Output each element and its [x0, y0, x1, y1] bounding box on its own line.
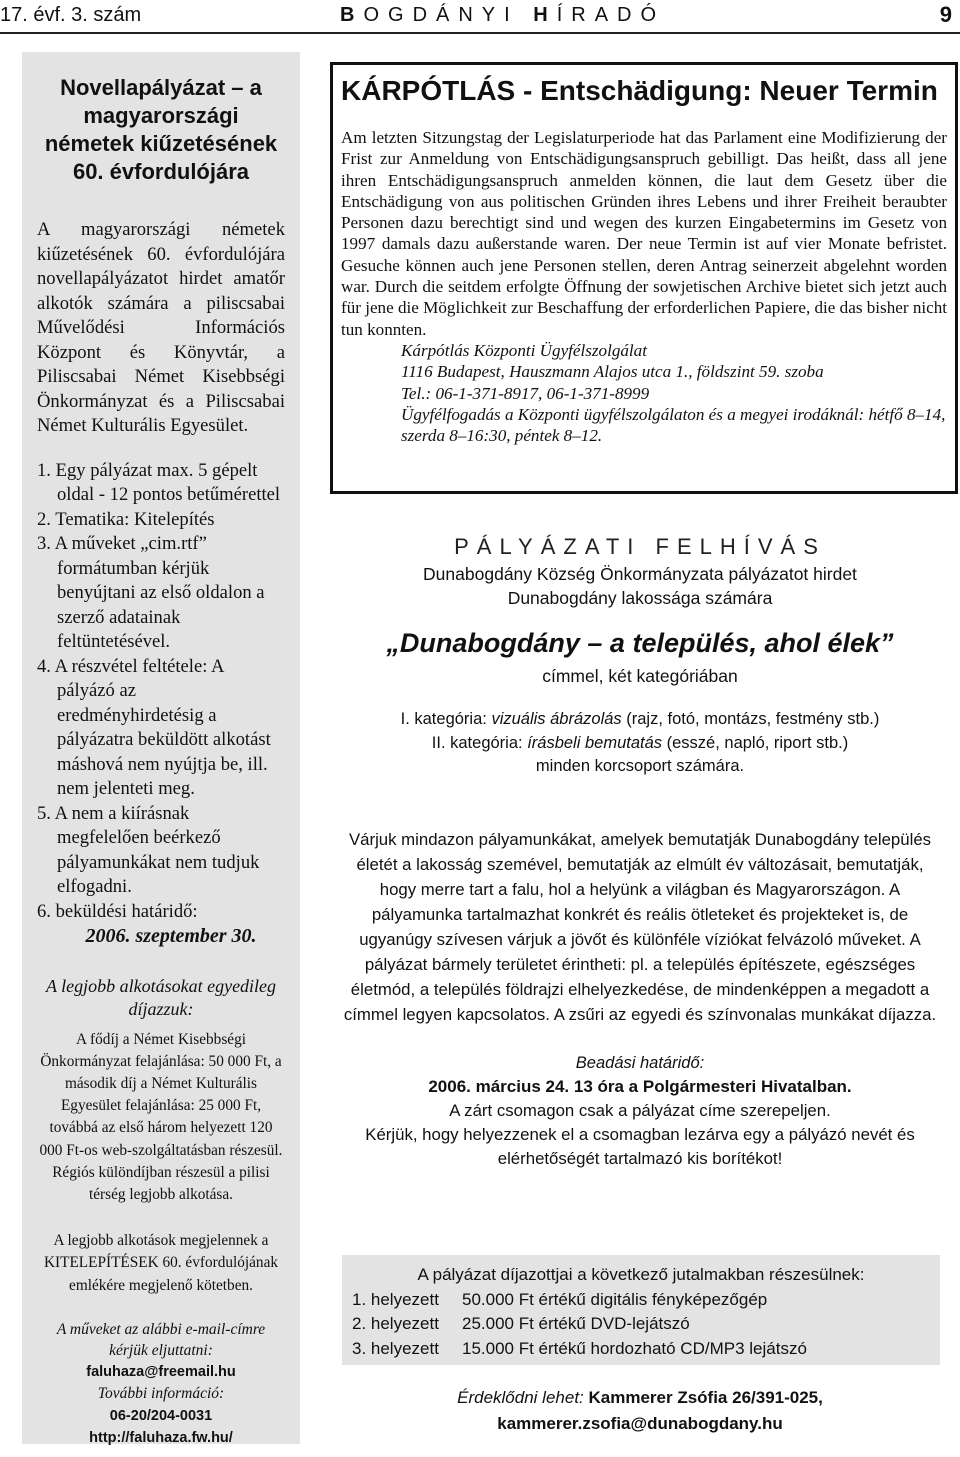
- package-note: A zárt csomagon csak a pályázat címe szerepeljen.: [449, 1100, 831, 1120]
- deadline-label: Beadási határidő:: [575, 1053, 705, 1072]
- prizes-heading: A pályázat díjazottjai a következő jutalmakban részesülnek:: [417, 1265, 865, 1284]
- contact-email-link[interactable]: faluhaza@freemail.hu: [86, 1363, 236, 1380]
- contest-audience: Dunabogdány lakossága számára: [507, 588, 773, 608]
- contest-contact: [340, 1385, 940, 1437]
- page-header: [0, 0, 960, 34]
- book-note: A legjobb alkotások megjelennek a KITELEPÍTÉSEK 60. évfordulójának emlékére megjelenő kötetben.: [43, 1232, 279, 1294]
- contest-subtitle: címmel, két kategóriában: [542, 666, 738, 686]
- prize-row: 1. helyezett 50.000 Ft értékű digitális fényképezőgép: [352, 1289, 768, 1309]
- karpotlas-address: 1116 Budapest, Hauszmann Alajos utca 1., földszint 59. szoba: [401, 362, 824, 382]
- contact-web-link[interactable]: http://faluhaza.fw.hu/: [89, 1429, 233, 1446]
- send-instructions: A műveket az alábbi e-mail-címre kérjük eljuttatni:: [56, 1320, 266, 1359]
- issue-number: 17. évf. 3. szám: [0, 4, 142, 26]
- page-number: 9: [939, 2, 952, 27]
- category-1: I. kategória: vizuális ábrázolás (rajz, fotó, montázs, festmény stb.): [400, 710, 880, 728]
- publication-title: BOGDÁNYI HÍRADÓ: [340, 4, 666, 26]
- contact-name: Kammerer Zsófia 26/391-025,: [588, 1388, 823, 1407]
- prize-row: 2. helyezett 25.000 Ft értékű DVD-lejátszó: [352, 1314, 690, 1333]
- karpotlas-body: Am letzten Sitzungstag der Legislaturperiode hat das Parlament eine Modifizierung der Frist zur Anmeldung von Entschädigungsanspruch gebilligt. Das heißt, dass all jene ihren Entschädigungsanspruch anmelden können, die laut dem Gesetz über die Entschädigung von aus politischen Gründen ihres Lebens und ihrer Freiheit beraubter Personen dazu berechtigt sind und wegen des kurzen Eingabetermins im Gesetz von 1997 damals dazu außerstande waren. Der neue Termin ist auf vier Monate befristet. Gesuche können auch jene Personen stellen, deren Antrag seinerzeit abgelehnt worden war. Durch die seitdem erfolgte Öffnung der sowjetischen Archive bietet sich jetzt auch für jene die Möglichkeit zur Beschaffung der erforderlichen Papiere, die das bisher nicht tun konnten.: [341, 128, 947, 339]
- rule-item: 1. Egy pályázat max. 5 gépelt oldal - 12 pontos betűmérettel: [37, 459, 281, 505]
- karpotlas-box: [330, 62, 958, 494]
- more-info-label: További információ:: [97, 1384, 225, 1402]
- novella-title: Novellapályázat – a magyarországi németek kiűzetésének 60. évfordulójára: [44, 75, 278, 184]
- karpotlas-phone: Tel.: 06-1-371-8917, 06-1-371-8999: [401, 383, 650, 403]
- contest-organizer: Dunabogdány Község Önkormányzata pályázatot hirdet: [423, 564, 857, 584]
- novella-contest-column: [22, 52, 300, 1444]
- rule-item: 3. A műveket „cim.rtf” formátumban kérjük benyújtani az első oldalon a szerző adatainak feltüntetésével.: [37, 533, 265, 652]
- rule-item: 2. Tematika: Kitelepítés: [37, 508, 215, 530]
- dunabogdany-contest: [340, 532, 940, 1171]
- karpotlas-hours: Ügyfélfogadás a Központi ügyfélszolgálaton és a megyei irodáknál: hétfő 8–14, szerda 8–16:30, péntek 8–12.: [401, 404, 946, 446]
- envelope-note: Kérjük, hogy helyezzenek el a csomagban lezárva egy a pályázó nevét és elérhetőségét tartalmazó kis borítékot!: [365, 1124, 915, 1168]
- header-divider: [0, 32, 960, 34]
- contest-description: Várjuk mindazon pályamunkákat, amelyek bemutatják Dunabogdány település életét a lakosság szemével, bemutatják az elmúlt év változásait, bemutatják, hogy merre tart a falu, hol a helyünk a világban és Magyarországon. A pályamunka tartalmazhat konkrét és reális ötleteket és projekteket is, de ugyanúgy szívesen várjuk a jövőt és különféle víziókat felvázoló műveket. A pályázat bármely területet érintheti: pl. a település építészete, egészséges életmód, a település földrajzi elhelyezkedése, de mindenképpen a megadott a címmel legyen kapcsolatos. A zsűri az egyedi és színvonalas munkákat díjazza.: [343, 829, 937, 1024]
- novella-intro: A magyarországi németek kiűzetésének 60. évfordulójára novellapályázatot hirdet amatőr alkotók számára a piliscsabai Művelődési Információs Központ és Könyvtár, a Piliscsabai Német Kisebbségi Önkormányzat és a Piliscsabai Német Kulturális Egyesület.: [37, 219, 285, 436]
- contact-phone: 06-20/204-0031: [109, 1407, 213, 1424]
- contact-email[interactable]: kammerer.zsofia@dunabogdany.hu: [497, 1414, 783, 1433]
- award-text: A fődíj a Német Kisebbségi Önkormányzat felajánlása: 50 000 Ft, a második díj a Német Kulturális Egyesület felajánlása: 25 000 Ft, továbbá az első három helyezett 120 000 Ft-os web-szolgáltatásban részesül. Régiós különdíjban részesül a pilisi térség legjobb alkotása.: [39, 1030, 283, 1203]
- novella-contact: [37, 1361, 285, 1449]
- contest-heading: PÁLYÁZATI FELHÍVÁS: [454, 534, 826, 559]
- rule-item: 6. beküldési határidő: 2006. szeptember 30.: [37, 900, 285, 949]
- prize-row: 3. helyezett 15.000 Ft értékű hordozható CD/MP3 lejátszó: [352, 1338, 807, 1358]
- prizes-box: [342, 1255, 940, 1365]
- contest-title: „Dunabogdány – a település, ahol élek”: [386, 628, 894, 658]
- award-heading: A legjobb alkotásokat egyedileg díjazzuk:: [45, 975, 277, 1019]
- karpotlas-office: Kárpótlás Központi Ügyfélszolgálat: [401, 340, 647, 360]
- category-2: II. kategória: írásbeli bemutatás (esszé, napló, riport stb.): [431, 733, 849, 752]
- contest-deadline: 2006. március 24. 13 óra a Polgármesteri Hivatalban.: [428, 1076, 852, 1096]
- category-all-ages: minden korcsoport számára.: [535, 757, 745, 775]
- karpotlas-title: KÁRPÓTLÁS - Entschädigung: Neuer Termin: [341, 75, 938, 106]
- novella-rules: [37, 459, 285, 949]
- contact-label: Érdeklődni lehet:: [457, 1388, 584, 1407]
- rule-item: 4. A részvétel feltétele: A pályázó az eredményhirdetésig a pályázatra beküldött alkotást máshová nem nyújtja be, ill. nem jelenteti meg.: [37, 655, 271, 799]
- novella-deadline: 2006. szeptember 30.: [85, 925, 257, 947]
- rule-item: 5. A nem a kiírásnak megfelelően beérkező pályamunkákat nem tudjuk elfogadni.: [37, 802, 260, 897]
